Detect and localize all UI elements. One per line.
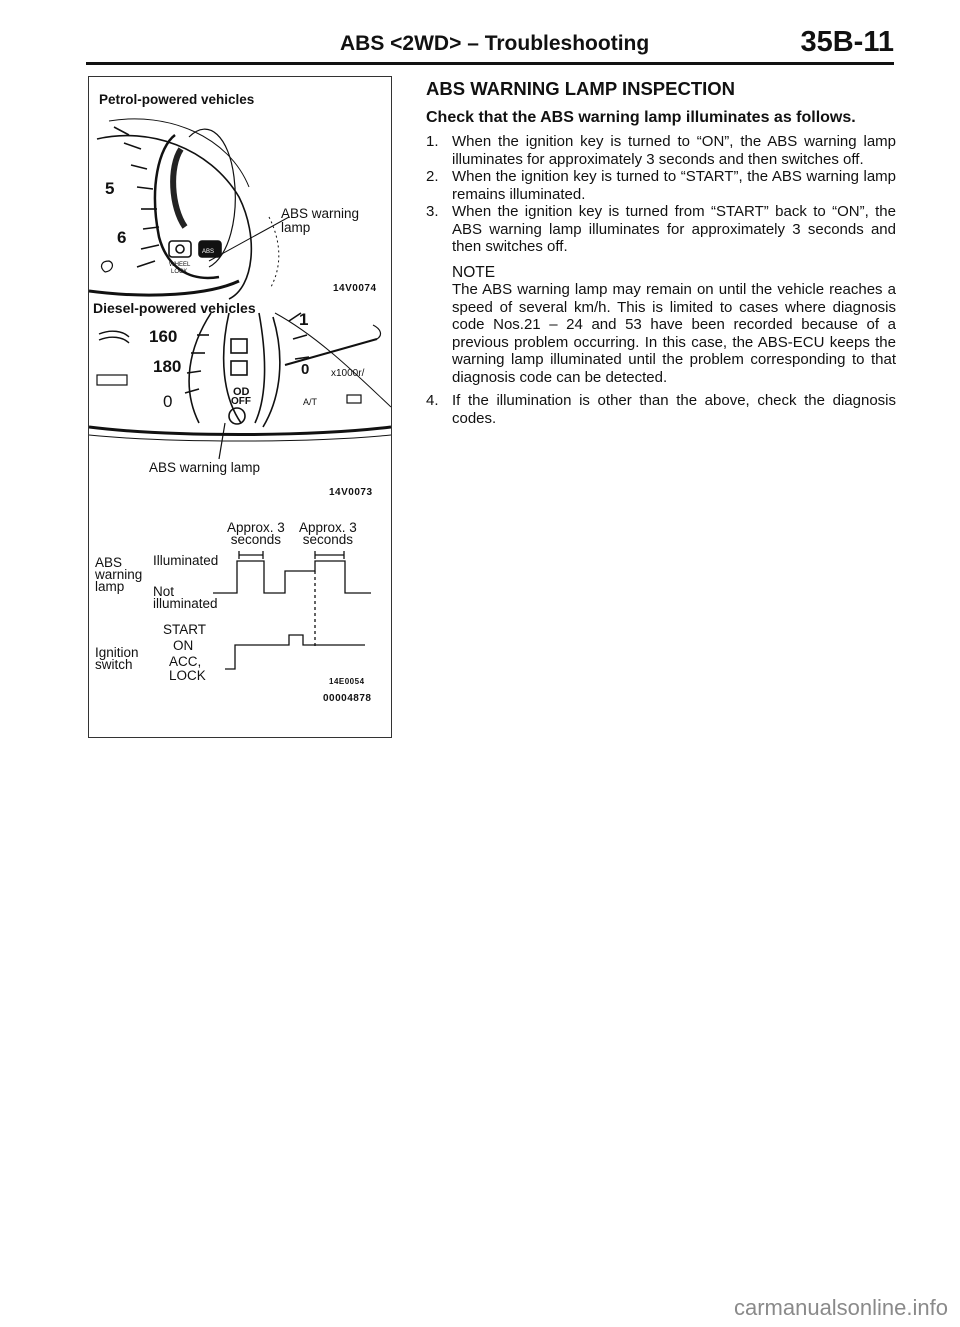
petrol-numeral-5: 5: [105, 179, 115, 198]
lock-label: LOCK: [171, 269, 188, 275]
od-label: OD: [233, 386, 250, 398]
off-label: OFF: [231, 396, 251, 407]
illuminated-label: Illuminated: [153, 553, 219, 568]
step-number: 4.: [426, 392, 439, 409]
timing-code-1: 14E0054: [329, 677, 365, 686]
section-title: ABS WARNING LAMP INSPECTION: [426, 78, 736, 99]
step-text: If the illumination is other than the above, check the diagnosis codes.: [452, 392, 896, 427]
inspection-steps: [426, 133, 896, 256]
approx-label-2: Approx. 3 seconds: [299, 520, 357, 547]
timing-diagram: [213, 551, 371, 669]
step-number: 2.: [426, 168, 439, 185]
watermark: carmanualsonline.info: [733, 1295, 948, 1320]
lock-row-label: LOCK: [169, 668, 206, 683]
step-item: [426, 133, 896, 168]
diesel-numeral-1: 1: [299, 310, 309, 329]
page-number: 35B-11: [800, 26, 894, 58]
step-text: When the ignition key is turned to “START”, the ABS warning lamp remains illuminated.: [452, 168, 896, 203]
at-label: A/T: [303, 397, 318, 407]
start-label: START: [163, 622, 207, 637]
petrol-numeral-6: 6: [117, 228, 127, 247]
note-block: [426, 264, 896, 387]
step-number: 1.: [426, 133, 439, 150]
diesel-figure-code: 14V0073: [329, 487, 373, 498]
rpm-unit-label: x1000r/: [331, 368, 365, 379]
diesel-numeral-0-left: 0: [163, 392, 173, 411]
diesel-numeral-180: 180: [153, 357, 182, 376]
on-label: ON: [173, 638, 194, 653]
header-rule: [86, 62, 894, 65]
diesel-abs-callout: ABS warning lamp: [149, 460, 261, 475]
abs-warning-lamp-row-label: ABS warning lamp: [95, 555, 143, 594]
petrol-abs-callout: ABS warning lamp: [281, 206, 360, 235]
step-item: [426, 392, 896, 427]
step-text: When the ignition key is turned to “ON”, the ABS warning lamp illuminates for approximately 3 seconds and then switches off.: [452, 133, 896, 168]
header-title: ABS <2WD> – Troubleshooting: [340, 32, 650, 55]
ignition-switch-row-label: Ignition switch: [95, 645, 139, 672]
approx-label-1: Approx. 3 seconds: [227, 520, 285, 547]
step-item: [426, 203, 896, 256]
diesel-vehicles-label: Diesel-powered vehicles: [93, 300, 256, 316]
figure-panel: [88, 76, 392, 738]
inspection-section: [426, 78, 896, 427]
diesel-numeral-160: 160: [149, 327, 178, 346]
not-illuminated-label: Not illuminated: [153, 584, 218, 611]
note-heading: NOTE: [452, 263, 496, 281]
step-number: 3.: [426, 203, 439, 220]
petrol-figure-code: 14V0074: [333, 283, 377, 294]
wheel-label: WHEEL: [169, 262, 191, 268]
step-item: [426, 168, 896, 203]
step-text: When the ignition key is turned from “START” back to “ON”, the ABS warning lamp illuminates for approximately 3 seconds and then switches off.: [452, 203, 896, 255]
note-text: The ABS warning lamp may remain on until the vehicle reaches a speed of several km/h. This is limited to cases where diagnosis code Nos.21 – 24 and 53 have been recorded because of a previous problem occurring. In this case, the ABS-ECU keeps the warning lamp illuminated until the problem corresponding to that diagnosis code can be detected.: [452, 281, 896, 386]
timing-code-2: 00004878: [323, 693, 372, 704]
abs-lamp-label: ABS: [202, 249, 215, 255]
acc-label: ACC,: [169, 654, 202, 669]
section-lead: Check that the ABS warning lamp illuminates as follows.: [426, 109, 856, 126]
petrol-vehicles-label: Petrol-powered vehicles: [99, 92, 255, 107]
diesel-numeral-0-right: 0: [301, 361, 310, 378]
